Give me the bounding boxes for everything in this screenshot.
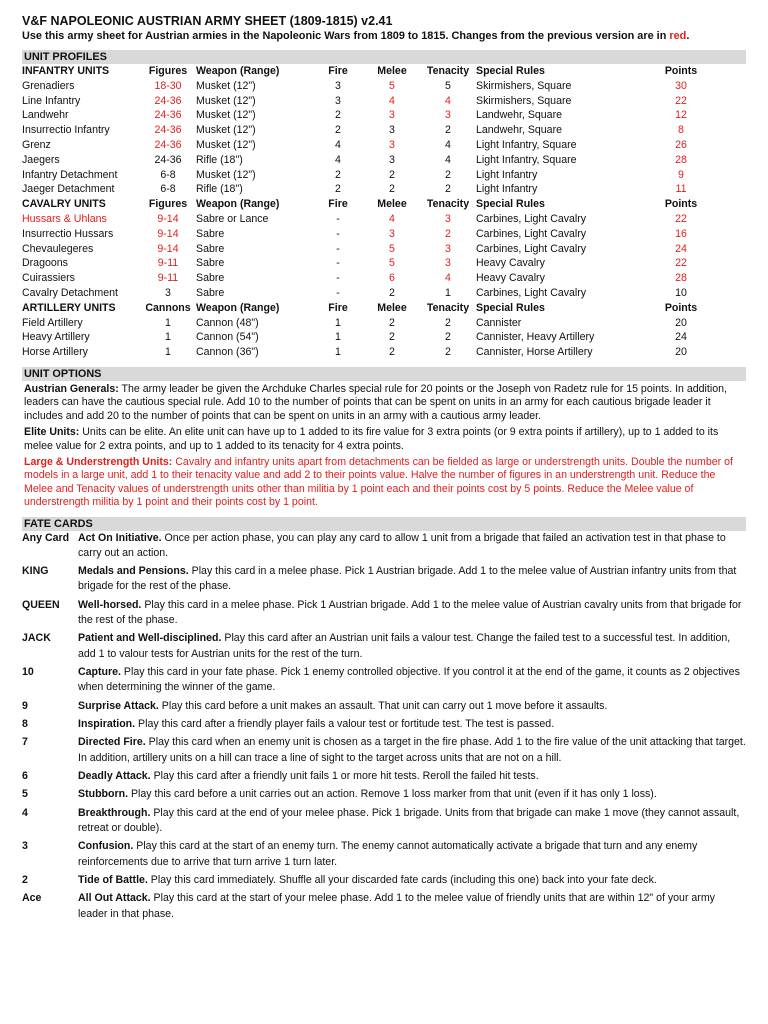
fate-card-row xyxy=(22,873,746,891)
unit-cell-figures: 24-36 xyxy=(154,109,182,122)
option-austrian-generals xyxy=(24,383,744,423)
fate-card-name: Act On Initiative. xyxy=(78,531,162,544)
unit-cell-tenacity: 4 xyxy=(445,272,451,285)
section-unit-profiles: UNIT PROFILES xyxy=(22,50,746,64)
unit-cell-tenacity: 4 xyxy=(445,94,451,107)
fate-card-row xyxy=(22,769,746,787)
unit-options xyxy=(22,383,746,510)
option-large-text: Cavalry and infantry units apart from detachments can be fielded as large or understrength units. Double the number of models in a large unit, add 1 to their tenacity value and add 2 to their points value. Halve the number of figures in an understrength unit. Reduce the Melee and Tenacity values of understrength units other than militia by 1 point each and their points cost by 5 points. Reduce the Melee value of understrength militia by 1 point and their points cost by 1 point. xyxy=(24,455,733,509)
unit-cell-weapon: Musket (12") xyxy=(196,109,256,122)
fate-card-rank: Any Card xyxy=(22,531,70,544)
column-header-figures: Figures xyxy=(148,65,188,77)
fate-card-description xyxy=(78,839,746,873)
fate-card-description xyxy=(78,699,746,717)
fate-card-description xyxy=(78,735,746,769)
fate-card-rank: JACK xyxy=(22,632,51,645)
unit-cell-figures: 1 xyxy=(165,346,171,359)
unit-cell-points: 22 xyxy=(675,212,687,225)
unit-cell-tenacity: 3 xyxy=(445,242,451,255)
unit-cell-points: 12 xyxy=(675,109,687,122)
unit-cell-fire: 3 xyxy=(335,79,341,92)
unit-group-header xyxy=(22,64,746,79)
unit-cell-fire: 3 xyxy=(335,94,341,107)
unit-cell-weapon: Rifle (18") xyxy=(196,183,243,196)
column-header-special-rules: Special Rules xyxy=(476,198,545,211)
fate-card-name: All Out Attack. xyxy=(78,892,151,905)
unit-cell-fire: 4 xyxy=(335,153,341,166)
unit-cell-points: 24 xyxy=(675,242,687,255)
unit-cell-melee: 4 xyxy=(389,94,395,107)
unit-cell-fire: - xyxy=(336,227,340,240)
unit-cell-tenacity: 3 xyxy=(445,257,451,270)
sheet-intro xyxy=(22,29,746,43)
fate-card-name: Stubborn. xyxy=(78,788,129,801)
unit-row-grenz xyxy=(22,138,746,153)
fate-card-name: Deadly Attack. xyxy=(78,769,151,782)
unit-cell-figures: 24-36 xyxy=(154,153,182,166)
column-header-melee: Melee xyxy=(377,301,407,314)
fate-card-row xyxy=(22,891,746,925)
unit-row-horse-artillery xyxy=(22,345,746,360)
unit-cell-name: Infantry Detachment xyxy=(22,168,118,181)
column-header-melee: Melee xyxy=(377,198,407,211)
fate-card-text: Play this card at the end of your melee phase. Pick 1 brigade. Units from that brigade can make 1 move (they cannot assault, retreat or double). xyxy=(78,806,740,834)
unit-cell-figures: 1 xyxy=(165,331,171,344)
unit-cell-weapon: Sabre xyxy=(196,227,225,240)
option-elite-text: Units can be elite. An elite unit can have up to 1 added to its fire value for 3 extra points (or 9 extra points if artillery), up to 1 added to its melee value for 2 extra points, and up to 1 added to its tenacity for 4 extra points. xyxy=(24,426,719,452)
fate-card-row xyxy=(22,598,746,632)
option-generals-text: The army leader be given the Archduke Charles special rule for 20 points or the Joseph von Radetz rule for 15 points. In addition, leaders can have the cautious special rule. Add 10 to the number of points that can be spent on units in an army for each cautious brigade leader it includes and add 20 to the number of points that can be spent on units in an army with a cautious army leader. xyxy=(24,382,727,422)
column-header-points: Points xyxy=(664,65,698,77)
unit-cell-tenacity: 3 xyxy=(445,109,451,122)
unit-group-header xyxy=(22,197,746,212)
fate-card-rank: 10 xyxy=(22,665,34,678)
unit-cell-weapon: Cannon (36") xyxy=(196,346,259,359)
unit-cell-fire: - xyxy=(336,212,340,225)
unit-cell-points: 8 xyxy=(678,124,684,137)
fate-card-description xyxy=(78,631,746,665)
fate-card-text: Play this card at the start of your melee phase. Add 1 to the melee value of friendly units that are within 12" of your army leader in that phase. xyxy=(78,892,715,920)
unit-cell-weapon: Sabre xyxy=(196,286,225,299)
unit-cell-fire: 1 xyxy=(335,331,341,344)
fate-card-text: Play this card after an Austrian unit fails a valour test. Change the failed test to a successful test. In addition, add 1 to valour tests for Austrian units for the rest of the turn. xyxy=(78,632,731,660)
unit-cell-tenacity: 2 xyxy=(445,183,451,196)
unit-row-line-infantry xyxy=(22,94,746,109)
unit-cell-tenacity: 2 xyxy=(445,227,451,240)
unit-cell-rules: Carbines, Light Cavalry xyxy=(476,227,587,240)
unit-cell-points: 16 xyxy=(675,227,687,240)
unit-cell-melee: 3 xyxy=(389,124,395,137)
unit-row-jaeger-detachment xyxy=(22,182,746,197)
unit-cell-figures: 9-14 xyxy=(157,242,179,255)
column-header-melee: Melee xyxy=(377,65,407,77)
unit-cell-rules: Cannister, Horse Artillery xyxy=(476,346,593,359)
unit-cell-melee: 2 xyxy=(389,168,395,181)
column-header-weapon-range: Weapon (Range) xyxy=(196,198,280,211)
column-header-cavalry-units: CAVALRY UNITS xyxy=(22,198,106,211)
unit-row-insurrectio-hussars xyxy=(22,227,746,242)
fate-card-rank: 7 xyxy=(22,736,28,749)
fate-card-rank: 2 xyxy=(22,873,28,886)
fate-card-text: Play this card after a friendly player fails a valour test or fortitude test. The test is passed. xyxy=(135,717,555,730)
unit-cell-figures: 1 xyxy=(165,316,171,329)
unit-cell-fire: 1 xyxy=(335,346,341,359)
unit-cell-rules: Light Infantry xyxy=(476,183,538,196)
unit-cell-weapon: Musket (12") xyxy=(196,124,256,137)
unit-row-insurrectio-infantry xyxy=(22,123,746,138)
unit-cell-rules: Carbines, Light Cavalry xyxy=(476,286,587,299)
unit-cell-weapon: Musket (12") xyxy=(196,79,256,92)
unit-group-header xyxy=(22,301,746,316)
fate-card-row xyxy=(22,699,746,717)
unit-cell-name: Grenz xyxy=(22,138,51,151)
unit-cell-melee: 2 xyxy=(389,286,395,299)
unit-cell-points: 9 xyxy=(678,168,684,181)
unit-row-grenadiers xyxy=(22,79,746,94)
column-header-tenacity: Tenacity xyxy=(426,65,470,77)
unit-cell-rules: Carbines, Light Cavalry xyxy=(476,242,587,255)
unit-cell-rules: Cannister, Heavy Artillery xyxy=(476,331,595,344)
column-header-figures: Figures xyxy=(148,198,188,211)
column-header-points: Points xyxy=(664,301,698,314)
unit-cell-name: Line Infantry xyxy=(22,94,81,107)
column-header-tenacity: Tenacity xyxy=(426,198,470,211)
unit-cell-name: Cavalry Detachment xyxy=(22,286,118,299)
unit-cell-name: Insurrectio Hussars xyxy=(22,227,114,240)
intro-end: . xyxy=(686,30,690,42)
fate-card-description xyxy=(78,891,746,925)
fate-card-name: Surprise Attack. xyxy=(78,699,159,712)
fate-card-row xyxy=(22,531,746,565)
unit-cell-tenacity: 4 xyxy=(445,138,451,151)
intro-text: Use this army sheet for Austrian armies in the Napoleonic Wars from 1809 to 1815. Changes from the previous version are in xyxy=(22,30,670,42)
fate-card-description xyxy=(78,769,746,787)
unit-cell-weapon: Rifle (18") xyxy=(196,153,243,166)
fate-card-description xyxy=(78,806,746,840)
fate-card-name: Well-horsed. xyxy=(78,598,142,611)
fate-card-row xyxy=(22,717,746,735)
unit-cell-tenacity: 1 xyxy=(445,286,451,299)
unit-cell-weapon: Musket (12") xyxy=(196,168,256,181)
unit-cell-weapon: Cannon (48") xyxy=(196,316,259,329)
unit-cell-points: 22 xyxy=(675,94,687,107)
column-header-special-rules: Special Rules xyxy=(476,65,545,77)
fate-card-rank: QUEEN xyxy=(22,598,60,611)
unit-cell-name: Cuirassiers xyxy=(22,272,75,285)
unit-cell-melee: 3 xyxy=(389,109,395,122)
unit-profiles-table xyxy=(22,64,746,360)
unit-cell-weapon: Cannon (54") xyxy=(196,331,259,344)
unit-cell-melee: 5 xyxy=(389,242,395,255)
unit-cell-name: Chevaulegeres xyxy=(22,242,94,255)
unit-cell-melee: 5 xyxy=(389,257,395,270)
sheet-title: V&F NAPOLEONIC AUSTRIAN ARMY SHEET (1809-1815) v2.41 xyxy=(22,14,393,28)
unit-cell-figures: 9-14 xyxy=(157,212,179,225)
unit-cell-tenacity: 4 xyxy=(445,153,451,166)
unit-cell-points: 30 xyxy=(675,79,687,92)
option-elite-units xyxy=(24,426,744,453)
column-header-artillery-units: ARTILLERY UNITS xyxy=(22,301,116,314)
fate-card-rank: 6 xyxy=(22,769,28,782)
unit-cell-fire: - xyxy=(336,286,340,299)
unit-cell-fire: - xyxy=(336,272,340,285)
unit-cell-melee: 3 xyxy=(389,227,395,240)
column-header-fire: Fire xyxy=(328,198,348,211)
fate-card-name: Patient and Well-disciplined. xyxy=(78,632,222,645)
column-header-weapon-range: Weapon (Range) xyxy=(196,301,280,314)
fate-card-description xyxy=(78,564,746,598)
unit-cell-name: Heavy Artillery xyxy=(22,331,90,344)
fate-card-rank: 8 xyxy=(22,717,28,730)
fate-card-text: Play this card before a unit carries out an action. Remove 1 loss marker from that unit (even if it has only 1 loss). xyxy=(128,788,657,801)
unit-row-cuirassiers xyxy=(22,271,746,286)
unit-cell-melee: 4 xyxy=(389,212,395,225)
fate-card-row xyxy=(22,665,746,699)
unit-cell-points: 20 xyxy=(675,316,687,329)
fate-card-row xyxy=(22,564,746,598)
unit-row-cavalry-detachment xyxy=(22,286,746,301)
unit-cell-tenacity: 2 xyxy=(445,316,451,329)
unit-cell-points: 26 xyxy=(675,138,687,151)
fate-card-row xyxy=(22,839,746,873)
unit-row-landwehr xyxy=(22,108,746,123)
unit-cell-fire: 2 xyxy=(335,109,341,122)
unit-cell-tenacity: 5 xyxy=(445,79,451,92)
fate-card-description xyxy=(78,531,746,565)
unit-cell-melee: 3 xyxy=(389,153,395,166)
fate-card-text: Play this card before a unit makes an assault. That unit can carry out 1 move before it assaults. xyxy=(158,699,608,712)
unit-cell-points: 28 xyxy=(675,272,687,285)
fate-card-text: Play this card in a melee phase. Pick 1 Austrian brigade. Add 1 to the melee value of Austrian cavalry units from that brigade for the rest of the phase. xyxy=(78,598,742,626)
unit-cell-rules: Light Infantry, Square xyxy=(476,153,577,166)
fate-card-text: Play this card at the start of an enemy turn. The enemy cannot automatically activate a brigade that turn and any enemy reinforcements due to arrive that turn arrive 1 turn later. xyxy=(78,840,698,868)
fate-card-rank: Ace xyxy=(22,892,42,905)
unit-cell-fire: 2 xyxy=(335,183,341,196)
fate-card-text: Play this card in your fate phase. Pick 1 enemy controlled objective. If you control it at the end of the game, it counts as 2 objectives when determining the winner of the game. xyxy=(78,665,740,694)
unit-cell-figures: 9-11 xyxy=(157,257,179,270)
unit-cell-weapon: Sabre xyxy=(196,242,225,255)
section-unit-options: UNIT OPTIONS xyxy=(22,367,746,381)
unit-cell-tenacity: 2 xyxy=(445,168,451,181)
unit-cell-melee: 2 xyxy=(389,183,395,196)
column-header-cannons: Cannons xyxy=(145,301,191,314)
unit-row-jaegers xyxy=(22,153,746,168)
unit-cell-weapon: Sabre xyxy=(196,272,225,285)
fate-card-row xyxy=(22,735,746,769)
fate-card-description xyxy=(78,873,746,891)
unit-cell-tenacity: 2 xyxy=(445,346,451,359)
fate-card-name: Confusion. xyxy=(78,840,134,853)
unit-cell-weapon: Musket (12") xyxy=(196,138,256,151)
unit-cell-points: 22 xyxy=(675,257,687,270)
fate-card-rank: 3 xyxy=(22,840,28,853)
section-fate-cards: FATE CARDS xyxy=(22,517,746,531)
column-header-weapon-range: Weapon (Range) xyxy=(196,65,280,77)
fate-card-row xyxy=(22,806,746,840)
unit-cell-points: 10 xyxy=(675,286,687,299)
unit-cell-name: Dragoons xyxy=(22,257,68,270)
unit-cell-figures: 9-11 xyxy=(157,272,179,285)
unit-cell-weapon: Sabre or Lance xyxy=(196,212,269,225)
column-header-fire: Fire xyxy=(328,65,348,77)
unit-cell-rules: Heavy Cavalry xyxy=(476,257,545,270)
unit-cell-figures: 24-36 xyxy=(154,124,182,137)
fate-card-name: Inspiration. xyxy=(78,717,136,730)
column-header-fire: Fire xyxy=(328,301,348,314)
unit-cell-weapon: Sabre xyxy=(196,257,225,270)
unit-cell-rules: Light Infantry, Square xyxy=(476,138,577,151)
unit-cell-figures: 18-30 xyxy=(154,79,182,92)
unit-cell-figures: 24-36 xyxy=(154,94,182,107)
unit-cell-tenacity: 2 xyxy=(445,124,451,137)
fate-card-name: Tide of Battle. xyxy=(78,873,148,886)
unit-cell-figures: 3 xyxy=(165,286,171,299)
unit-cell-name: Hussars & Uhlans xyxy=(22,212,107,225)
fate-card-text: Play this card when an enemy unit is chosen as a target in the fire phase. Add 1 to the fire value of the unit attacking that target. In addition, artillery units on a hill can trace a line of sight to the target across units that are not on a hill. xyxy=(78,736,746,764)
unit-cell-rules: Cannister xyxy=(476,316,522,329)
unit-cell-rules: Light Infantry xyxy=(476,168,538,181)
unit-cell-melee: 5 xyxy=(389,79,395,92)
fate-card-text: Once per action phase, you can play any card to allow 1 unit from a brigade that failed an activation test in that phase to carry out an action. xyxy=(78,531,726,559)
fate-card-description xyxy=(78,717,746,735)
unit-cell-figures: 6-8 xyxy=(160,168,176,181)
unit-cell-figures: 9-14 xyxy=(157,227,179,240)
unit-cell-points: 24 xyxy=(675,331,687,344)
unit-cell-rules: Skirmishers, Square xyxy=(476,94,572,107)
unit-cell-fire: - xyxy=(336,242,340,255)
unit-row-dragoons xyxy=(22,256,746,271)
fate-card-name: Directed Fire. xyxy=(78,736,146,749)
option-large-label: Large & Understrength Units: xyxy=(24,455,173,468)
fate-card-description xyxy=(78,787,746,805)
unit-cell-figures: 24-36 xyxy=(154,138,182,151)
unit-cell-name: Grenadiers xyxy=(22,79,75,92)
option-elite-label: Elite Units: xyxy=(24,426,80,439)
unit-cell-rules: Landwehr, Square xyxy=(476,124,562,137)
unit-cell-melee: 2 xyxy=(389,346,395,359)
fate-card-rank: 9 xyxy=(22,699,28,712)
unit-cell-fire: 1 xyxy=(335,316,341,329)
fate-card-rank: KING xyxy=(22,565,49,578)
column-header-tenacity: Tenacity xyxy=(426,301,470,314)
unit-cell-name: Landwehr xyxy=(22,109,69,122)
unit-cell-rules: Heavy Cavalry xyxy=(476,272,545,285)
column-header-points: Points xyxy=(664,198,698,211)
fate-card-name: Medals and Pensions. xyxy=(78,565,189,578)
fate-card-description xyxy=(78,665,746,699)
fate-card-description xyxy=(78,598,746,632)
unit-cell-melee: 2 xyxy=(389,316,395,329)
fate-card-name: Capture. xyxy=(78,665,121,678)
unit-cell-tenacity: 3 xyxy=(445,212,451,225)
unit-cell-fire: 4 xyxy=(335,138,341,151)
unit-cell-rules: Carbines, Light Cavalry xyxy=(476,212,587,225)
unit-cell-points: 11 xyxy=(675,183,687,196)
fate-card-row xyxy=(22,787,746,805)
unit-cell-fire: 2 xyxy=(335,124,341,137)
unit-cell-points: 20 xyxy=(675,346,687,359)
unit-cell-name: Horse Artillery xyxy=(22,346,88,359)
fate-card-row xyxy=(22,631,746,665)
unit-cell-rules: Skirmishers, Square xyxy=(476,79,572,92)
fate-cards-table xyxy=(22,531,746,925)
fate-card-text: Play this card in a melee phase. Pick 1 Austrian brigade. Add 1 to the melee value of Austrian infantry units from that brigade for the rest of the phase. xyxy=(78,565,737,593)
fate-card-name: Breakthrough. xyxy=(78,806,151,819)
unit-cell-name: Insurrectio Infantry xyxy=(22,124,110,137)
unit-row-hussars-uhlans xyxy=(22,212,746,227)
unit-cell-tenacity: 2 xyxy=(445,331,451,344)
fate-card-text: Play this card after a friendly unit fails 1 or more hit tests. Reroll the failed hit tests. xyxy=(150,769,539,782)
unit-row-field-artillery xyxy=(22,316,746,331)
fate-card-rank: 4 xyxy=(22,806,28,819)
intro-red-word: red xyxy=(669,30,687,42)
unit-row-infantry-detachment xyxy=(22,168,746,183)
unit-cell-melee: 2 xyxy=(389,331,395,344)
unit-cell-fire: 2 xyxy=(335,168,341,181)
column-header-special-rules: Special Rules xyxy=(476,301,545,314)
unit-cell-melee: 6 xyxy=(389,272,395,285)
unit-cell-name: Jaeger Detachment xyxy=(22,183,115,196)
unit-row-chevaulegeres xyxy=(22,242,746,257)
unit-cell-weapon: Musket (12") xyxy=(196,94,256,107)
unit-row-heavy-artillery xyxy=(22,330,746,345)
unit-cell-points: 28 xyxy=(675,153,687,166)
column-header-infantry-units: INFANTRY UNITS xyxy=(22,65,110,77)
option-large-understrength xyxy=(24,456,744,510)
unit-cell-rules: Landwehr, Square xyxy=(476,109,562,122)
unit-cell-melee: 3 xyxy=(389,138,395,151)
unit-cell-name: Field Artillery xyxy=(22,316,83,329)
unit-cell-fire: - xyxy=(336,257,340,270)
option-generals-label: Austrian Generals: xyxy=(24,382,119,395)
unit-cell-figures: 6-8 xyxy=(160,183,176,196)
unit-cell-name: Jaegers xyxy=(22,153,60,166)
fate-card-rank: 5 xyxy=(22,788,28,801)
fate-card-text: Play this card immediately. Shuffle all your discarded fate cards (including this one) back into your fate deck. xyxy=(147,873,657,886)
